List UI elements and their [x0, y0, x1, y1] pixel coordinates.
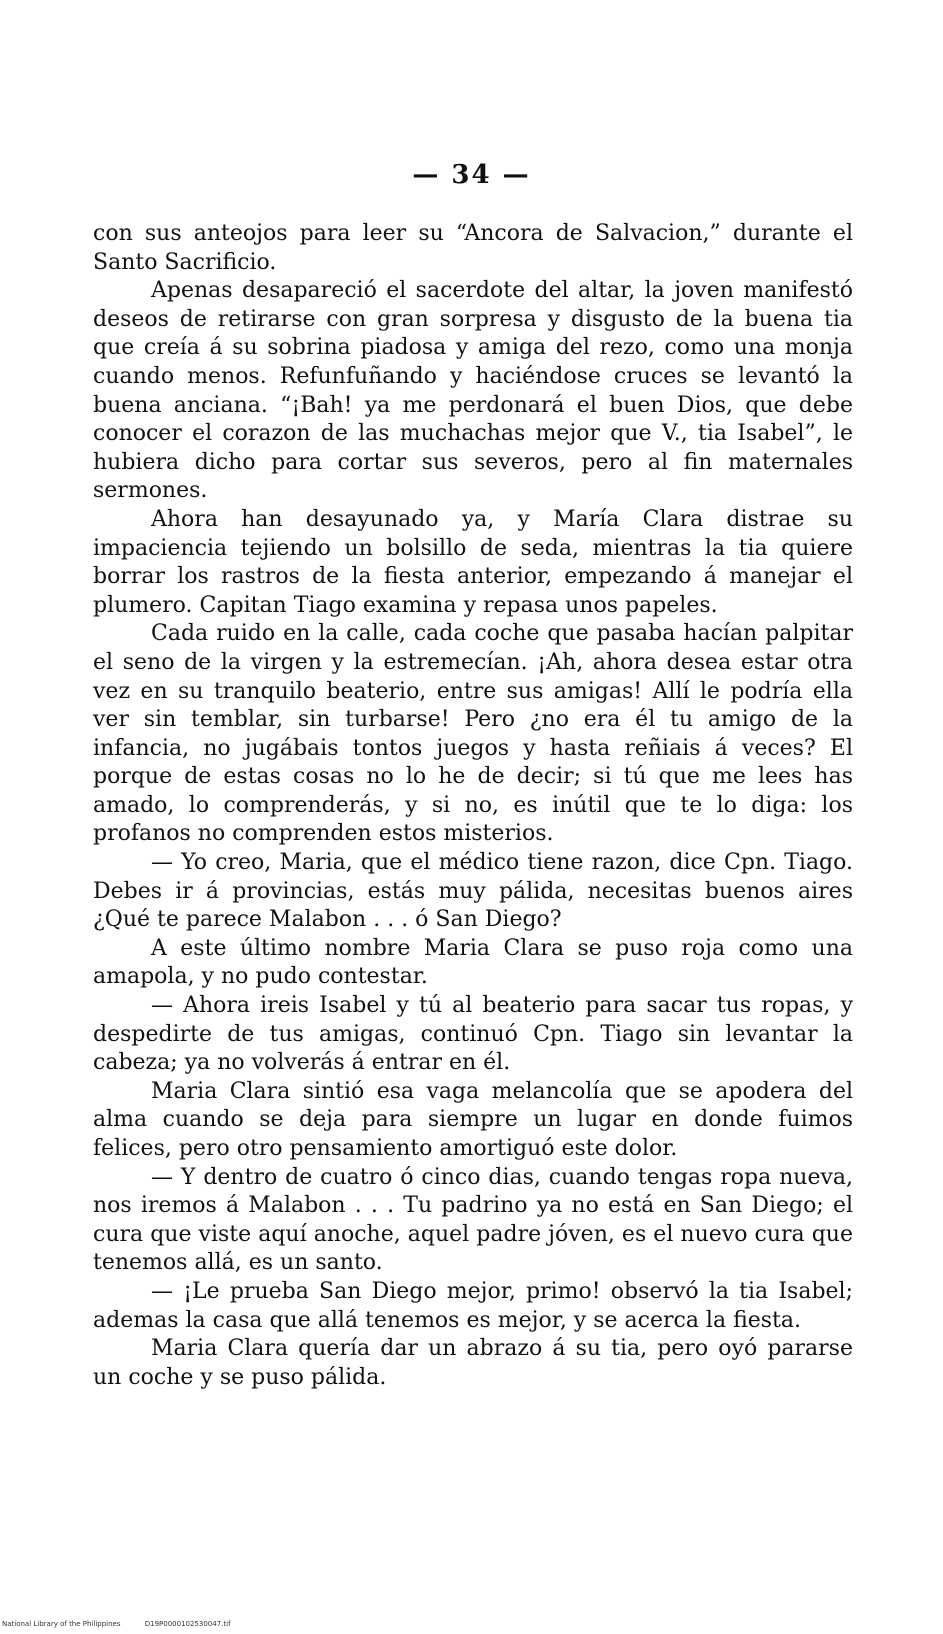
footer-identifier: D19P0000102530047.tif [144, 1620, 231, 1628]
paragraph: Maria Clara sintió esa vaga melancolía que se apodera del alma cuando se deja para siempre un lugar en donde fuimos felices, pero otro pensamiento amortiguó este dolor. [93, 1078, 853, 1161]
paragraph: Apenas desapareció el sacerdote del altar, la joven manifestó deseos de retirarse con gran sorpresa y disgusto de la buena tia que creía á su sobrina piadosa y amiga del rezo, como una monja cuando menos. Refunfuñando y haciéndose cruces se levantó la buena anciana. “¡Bah! ya me perdonará el buen Dios, que debe conocer el corazon de las muchachas mejor que V., tia Isabel”, le hubiera dicho para cortar sus severos, pero al fin maternales sermones. [93, 278, 853, 504]
paragraph: — Y dentro de cuatro ó cinco dias, cuando tengas ropa nueva, nos iremos á Malabon . . . Tu padrino ya no está en San Diego; el cura que viste aquí anoche, aquel padre jóven, es el nuevo cura que tenemos allá, es un santo. [93, 1164, 853, 1276]
paragraph: Cada ruido en la calle, cada coche que pasaba hacían palpitar el seno de la virgen y la estremecían. ¡Ah, ahora desea estar otra vez en su tranquilo beaterio, entre sus amigas! Allí le podría ella ver sin temblar, sin turbarse! Pero ¿no era él tu amigo de la infancia, no jugábais tontos juegos y hasta reñiais á veces? El porque de estas cosas no lo he de decir; si tú que me lees has amado, lo comprenderás, y si no, es inútil que te lo diga: los profanos no comprenden estos misterios. [93, 621, 853, 847]
paragraph: Ahora han desayunado ya, y María Clara distrae su impaciencia tejiendo un bolsillo de seda, mientras la tia quiere borrar los rastros de la fiesta anterior, empezando á manejar el plumero. Capitan Tiago examina y repasa unos papeles. [93, 506, 853, 618]
page-number: — 34 — [412, 160, 531, 190]
paragraph: con sus anteojos para leer su “Ancora de Salvacion,” durante el Santo Sacrificio. [93, 221, 853, 275]
footer-institution: National Library of the Philippines [2, 1620, 121, 1628]
paragraph: — Ahora ireis Isabel y tú al beaterio para sacar tus ropas, y despedirte de tus amigas, continuó Cpn. Tiago sin levantar la cabeza; ya no volverás á entrar en él. [93, 993, 853, 1076]
paragraph: — ¡Le prueba San Diego mejor, primo! observó la tia Isabel; ademas la casa que allá tenemos es mejor, y se acerca la fiesta. [93, 1278, 853, 1333]
body-text [93, 220, 853, 1392]
paragraph: Maria Clara quería dar un abrazo á su tia, pero oyó pararse un coche y se puso pálida. [93, 1336, 853, 1390]
paragraph: — Yo creo, Maria, que el médico tiene razon, dice Cpn. Tiago. Debes ir á provincias, estás muy pálida, necesitas buenos aires ¿Qué te parece Malabon . . . ó San Diego? [93, 850, 853, 933]
paragraph: A este último nombre Maria Clara se puso roja como una amapola, y no pudo contestar. [93, 935, 853, 990]
scan-footer [2, 1620, 231, 1628]
